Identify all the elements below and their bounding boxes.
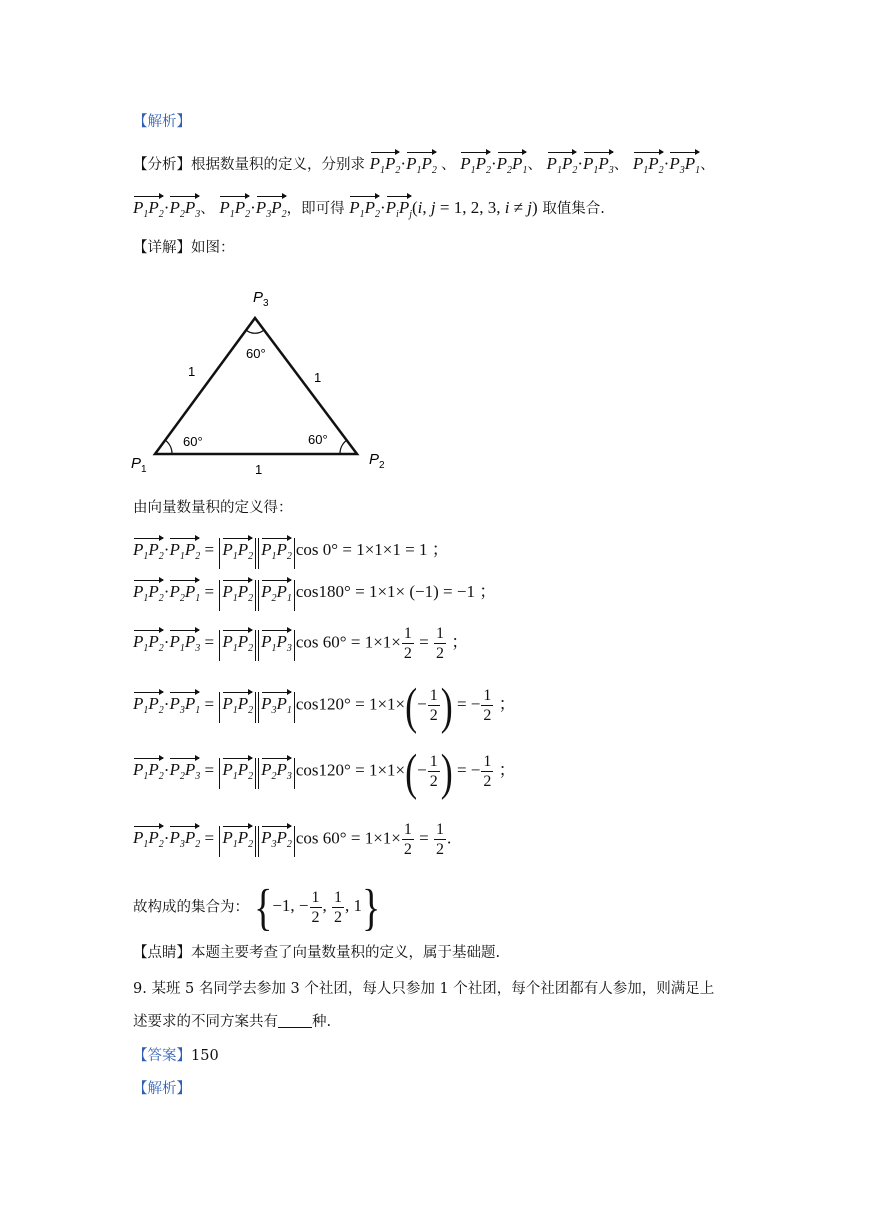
comment-label: 【点睛】 bbox=[133, 945, 191, 961]
angle-arc-p3 bbox=[246, 330, 264, 333]
detail-text: 如图： bbox=[191, 240, 235, 256]
question-9-line1: 9. 某班 5 名同学去参加 3 个社团，每人只参加 1 个社团，每个社团都有人参加，则满足上 bbox=[133, 981, 715, 997]
analysis-header-2: 【解析】 bbox=[133, 1081, 191, 1097]
detail-line bbox=[133, 238, 235, 258]
equation-6: $P_1P_2\cdot P_3P_2 = P_1P_2$ $P_3P_2$ cos 60° = 1×1× $\frac{1}{2}$ = $\frac{1}{2}$ . bbox=[133, 821, 452, 858]
answer-line bbox=[133, 1046, 219, 1066]
angle-arc-p1 bbox=[165, 440, 172, 454]
vector-expressions-line1: $P_1P_2\cdot P_1P_2$ bbox=[370, 154, 441, 173]
answer-blank bbox=[278, 1013, 312, 1028]
definition-intro: 由向量数量积的定义得： bbox=[133, 500, 293, 516]
equation-5: $P_1P_2\cdot P_2P_3 = P_1P_2$ $P_2P_3$ cos120° = 1×1×(− $\frac{1}{2}$ ) = − $\frac{1}{2}$ ； bbox=[133, 743, 516, 800]
analysis-header: 【解析】 bbox=[133, 114, 191, 130]
angle-right-label: 60° bbox=[308, 432, 328, 447]
vertex-p1-label: $P_1$ bbox=[131, 455, 147, 475]
angle-arc-p2 bbox=[340, 440, 347, 454]
equation-4: $P_1P_2\cdot P_3P_1 = P_1P_2$ $P_3P_1$ cos120° = 1×1×(− $\frac{1}{2}$ ) = − $\frac{1}{2}$ ； bbox=[133, 677, 516, 734]
analysis-outro-2: 取值集合. bbox=[542, 201, 605, 217]
vertex-p3-label: $P_3$ bbox=[253, 289, 269, 309]
analysis-paragraph-line2: $P_1P_2\cdot P_2P_3$、 $P_1P_2\cdot P_3P_2$，即可得 $P_1P_2\cdot P_iP_j(i$, j = 1, 2, 3, i ≠ j) 取值集合. bbox=[133, 196, 605, 227]
question-9-line2: 述要求的不同方案共有 种. bbox=[133, 1014, 332, 1030]
comment-text: 本题主要考查了向量数量积的定义，属于基础题. bbox=[191, 945, 501, 961]
equation-3: $P_1P_2\cdot P_1P_3 = P_1P_2$ $P_1P_3$ cos 60° = 1×1× $\frac{1}{2}$ = $\frac{1}{2}$ ； bbox=[133, 625, 469, 662]
analysis-outro-1: ，即可得 bbox=[286, 201, 345, 217]
angle-top-label: 60° bbox=[246, 346, 266, 361]
side-left-label: 1 bbox=[188, 364, 196, 379]
equation-1: $P_1P_2\cdot P_1P_2 = P_1P_2$ $P_1P_2$ cos 0° = 1×1×1 = 1 ； bbox=[133, 538, 449, 569]
equation-2: $P_1P_2\cdot P_2P_1 = P_1P_2$ $P_2P_1$ cos180° = 1×1× (−1) = −1 ； bbox=[133, 580, 496, 611]
set-result-label: 故构成的集合为： bbox=[133, 899, 249, 916]
side-right-label: 1 bbox=[314, 370, 322, 385]
analysis-paragraph-line1: 【分析】根据数量积的定义，分别求 $P_1P_2\cdot P_1P_2$ 、 $P_1P_2\cdot P_2P_1$、 $P_1P_2\cdot P_1P_3$、 $P_1P_2\cdot P_3P_1$、 bbox=[133, 152, 715, 183]
angle-left-label: 60° bbox=[183, 434, 203, 449]
side-bottom-label: 1 bbox=[255, 462, 263, 477]
set-result-line bbox=[133, 879, 381, 936]
analysis-intro: 根据数量积的定义，分别求 bbox=[191, 157, 365, 173]
detail-label: 【详解】 bbox=[133, 240, 191, 256]
set-result-expression: {−1, − $\frac{1}{2}$ , $\frac{1}{2}$ , 1} bbox=[254, 879, 381, 936]
analysis-label: 【分析】 bbox=[133, 157, 191, 173]
answer-value: 150 bbox=[191, 1048, 219, 1064]
answer-label: 【答案】 bbox=[133, 1048, 191, 1064]
vertex-p2-label: $P_2$ bbox=[369, 451, 385, 471]
triangle-figure bbox=[125, 280, 395, 480]
comment-line bbox=[133, 943, 500, 963]
